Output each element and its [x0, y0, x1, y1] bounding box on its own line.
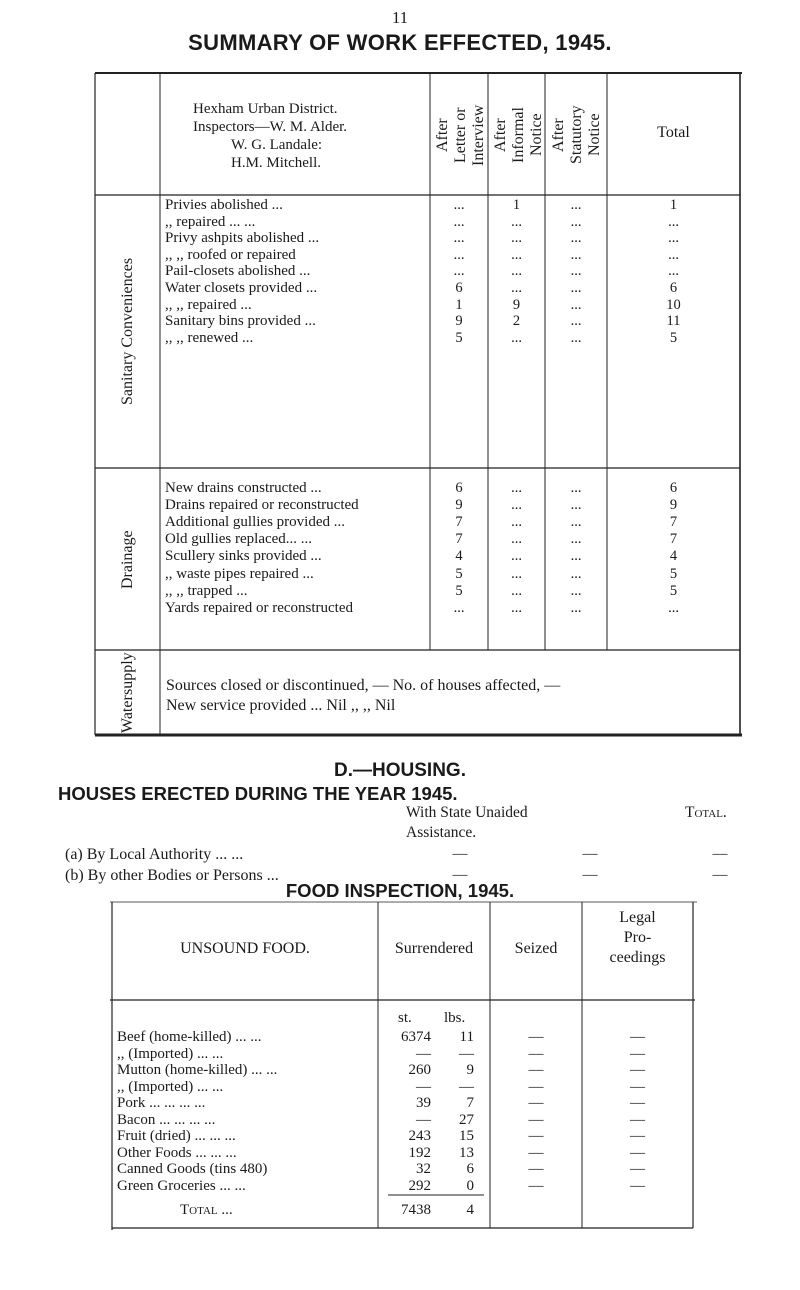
row-label: Bacon ... ... ... ...: [117, 1111, 216, 1128]
housing-col-assistance: Assistance.: [406, 824, 477, 841]
value-statutory: ...: [570, 280, 582, 296]
section-label-text: Water: [119, 694, 136, 733]
col-header-line: After: [492, 118, 509, 152]
row-label: Old gullies replaced... ...: [165, 531, 313, 548]
value-lbs: 0: [466, 1177, 474, 1194]
value-statutory: ...: [570, 599, 582, 616]
row-label: ,, ,, repaired ...: [165, 296, 252, 313]
food-col-surrendered: Surrendered: [394, 940, 474, 957]
value-after-letter: 4: [455, 548, 463, 565]
col-header-line: Informal: [510, 107, 527, 163]
col-header-statutory: [550, 80, 605, 190]
table-row: [115, 1161, 693, 1178]
value-lbs: 13: [459, 1144, 474, 1161]
value-after-letter: ...: [453, 599, 465, 616]
value-legal: —: [630, 1062, 645, 1078]
value-total: 5: [669, 582, 678, 599]
value-total: 4: [669, 548, 678, 565]
table-row: [163, 566, 740, 583]
food-col-legal: [582, 908, 693, 968]
row-label: ,, ,, renewed ...: [165, 329, 254, 346]
value-statutory: ...: [570, 230, 582, 247]
value-st: —: [416, 1078, 431, 1095]
value-informal: ...: [511, 280, 522, 296]
table-row: [163, 280, 740, 297]
section-label-text: Drainage: [119, 530, 136, 590]
table-row: [163, 230, 740, 247]
col-header-line: After: [434, 118, 451, 152]
value-seized: —: [528, 1128, 544, 1144]
value-legal: —: [630, 1029, 645, 1045]
col-header-line: ceedings: [609, 949, 666, 966]
table-row: [163, 247, 740, 264]
value-legal: —: [630, 1078, 645, 1095]
value-seized: —: [528, 1095, 544, 1111]
food-total-st: 7438: [401, 1202, 431, 1218]
value-st: —: [416, 1045, 431, 1062]
value-after-letter: 9: [455, 313, 463, 330]
row-label: (a) By Local Authority ... ...: [65, 846, 244, 863]
value-total: 1: [669, 197, 678, 213]
page-title: SUMMARY OF WORK EFFECTED, 1945.: [188, 30, 612, 55]
value-st: 39: [416, 1095, 431, 1111]
row-label: Pail-closets abolished ...: [165, 263, 311, 280]
value-after-letter: ...: [453, 246, 465, 263]
value-lbs: —: [459, 1045, 474, 1062]
value-lbs: 27: [459, 1111, 474, 1128]
value-informal: ...: [511, 531, 522, 548]
value-after-letter: 5: [455, 565, 463, 582]
value-informal: ...: [511, 497, 522, 514]
value-informal: ...: [511, 329, 522, 346]
value-lbs: —: [459, 1078, 474, 1095]
row-label: ,, repaired ... ...: [165, 213, 256, 230]
food-total-label: Total ...: [180, 1202, 233, 1218]
value-after-letter: ...: [453, 213, 465, 230]
table-row: [65, 846, 785, 867]
value-statutory: ...: [570, 263, 582, 280]
col-header-total: Total: [657, 124, 690, 141]
value-informal: ...: [511, 246, 522, 263]
value-legal: —: [630, 1144, 645, 1161]
row-label: ,, ,, roofed or repaired: [165, 246, 296, 263]
value-seized: —: [528, 1062, 544, 1078]
col-header-line: Letter or: [452, 107, 469, 163]
value-informal: ...: [511, 230, 522, 247]
row-label: ,, (Imported) ... ...: [117, 1078, 224, 1095]
value-seized: —: [528, 1029, 544, 1045]
food-heading: FOOD INSPECTION, 1945.: [285, 880, 515, 901]
value-statutory: ...: [570, 213, 582, 230]
food-col-seized: Seized: [514, 940, 558, 957]
housing-heading: D.—HOUSING.: [334, 760, 466, 781]
value-after-letter: 7: [455, 531, 463, 548]
value-statutory: ...: [570, 329, 582, 346]
district-header: [193, 100, 347, 172]
inspector-line: W. G. Landale:: [231, 137, 323, 153]
value-after-letter: ...: [453, 230, 465, 247]
table-row: [115, 1095, 693, 1112]
value-statutory: ...: [570, 531, 582, 548]
table-row: [115, 1079, 693, 1096]
value-total: 11: [666, 313, 681, 330]
table-row: [163, 330, 740, 347]
row-label: Canned Goods (tins 480): [117, 1161, 268, 1177]
food-total-lbs: 4: [466, 1202, 474, 1218]
value-after-letter: 1: [455, 296, 463, 313]
table-row: [115, 1178, 693, 1195]
value-total: 5: [669, 565, 678, 582]
value-total: —: [712, 846, 728, 862]
housing-col-total: Total.: [685, 804, 727, 821]
value-statutory: ...: [570, 514, 582, 531]
value-st: 6374: [401, 1029, 431, 1045]
table-row: [115, 1145, 693, 1162]
value-total: 10: [666, 296, 681, 313]
value-seized: —: [528, 1177, 544, 1194]
table-row: [163, 514, 740, 531]
row-label: (b) By other Bodies or Persons ...: [65, 867, 279, 884]
table-row: [115, 1062, 693, 1079]
value-statutory: ...: [570, 296, 582, 313]
table-row: [163, 583, 740, 600]
table-row: [115, 1112, 693, 1129]
value-after-letter: 5: [455, 329, 463, 346]
value-legal: —: [630, 1177, 645, 1194]
value-after-letter: 6: [455, 480, 463, 496]
value-informal: ...: [511, 565, 522, 582]
value-after-letter: ...: [453, 263, 465, 280]
value-informal: 2: [512, 313, 521, 330]
col-header-line: Notice: [528, 113, 545, 157]
value-statutory: ...: [570, 480, 582, 496]
value-state: —: [452, 867, 468, 883]
row-label: Scullery sinks provided ...: [165, 548, 322, 565]
value-unaided: —: [582, 846, 598, 862]
section-label-water: [100, 652, 156, 733]
table-row: [163, 600, 740, 617]
row-label: Drains repaired or reconstructed: [165, 497, 359, 514]
housing-col-state: With State Unaided: [406, 804, 528, 821]
value-total: ...: [668, 230, 679, 247]
value-seized: —: [528, 1161, 544, 1177]
value-legal: —: [630, 1128, 645, 1144]
unit-st: st.: [398, 1010, 412, 1026]
table-row: [163, 531, 740, 548]
value-informal: ...: [511, 548, 522, 565]
value-statutory: ...: [570, 313, 582, 330]
table-row: [115, 1046, 693, 1063]
col-header-after-letter: [434, 80, 486, 190]
value-legal: —: [630, 1111, 645, 1128]
value-total: 6: [669, 480, 678, 496]
value-st: 32: [416, 1161, 431, 1177]
value-after-letter: 7: [455, 514, 463, 531]
value-informal: ...: [511, 480, 522, 496]
value-statutory: ...: [570, 246, 582, 263]
inspector-line: H.M. Mitchell.: [231, 155, 321, 171]
row-label: ,, waste pipes repaired ...: [165, 565, 314, 582]
value-seized: —: [528, 1078, 544, 1095]
page-number: 11: [391, 8, 409, 27]
table-row: [163, 313, 740, 330]
value-st: —: [416, 1111, 431, 1128]
value-total: ...: [668, 599, 679, 616]
table-row: [163, 197, 740, 214]
section-label-text: supply: [119, 652, 136, 695]
value-st: 260: [408, 1062, 431, 1078]
water-line-1: Sources closed or discontinued, — No. of houses affected, —: [166, 677, 561, 694]
value-legal: —: [630, 1045, 645, 1062]
table-row: [163, 480, 740, 497]
value-informal: ...: [511, 599, 522, 616]
row-label: Mutton (home-killed) ... ...: [117, 1062, 278, 1078]
value-seized: —: [528, 1111, 544, 1128]
row-label: Other Foods ... ... ...: [117, 1144, 237, 1161]
value-statutory: ...: [570, 497, 582, 514]
row-label: Privy ashpits abolished ...: [165, 230, 320, 247]
col-header-line: Interview: [470, 104, 487, 166]
value-after-letter: 9: [455, 497, 463, 514]
row-label: Water closets provided ...: [165, 280, 318, 296]
value-lbs: 15: [459, 1128, 474, 1144]
row-label: Privies abolished ...: [165, 197, 283, 213]
inspectors-line: Inspectors—W. M. Alder.: [193, 119, 348, 135]
table-row: [163, 497, 740, 514]
value-st: 292: [408, 1177, 431, 1194]
row-label: ,, (Imported) ... ...: [117, 1045, 224, 1062]
col-header-informal: [492, 80, 544, 190]
row-label: Yards repaired or reconstructed: [165, 599, 353, 616]
value-st: 192: [408, 1144, 431, 1161]
value-after-letter: 5: [455, 582, 463, 599]
col-header-line: Notice: [586, 113, 603, 157]
row-label: Green Groceries ... ...: [117, 1177, 246, 1194]
value-legal: —: [630, 1095, 645, 1111]
value-statutory: ...: [570, 565, 582, 582]
value-lbs: 9: [466, 1062, 474, 1078]
value-informal: 1: [512, 197, 521, 213]
value-statutory: ...: [570, 197, 582, 213]
col-header-line: After: [550, 118, 567, 152]
row-label: New drains constructed ...: [165, 480, 322, 496]
section-label-sanitary: [100, 200, 156, 462]
unit-lbs: lbs.: [444, 1010, 466, 1026]
table-row: [163, 548, 740, 565]
value-informal: ...: [511, 263, 522, 280]
value-total: 7: [669, 531, 678, 548]
value-total: ...: [668, 213, 679, 230]
district-line: Hexham Urban District.: [193, 101, 338, 117]
value-lbs: 6: [466, 1161, 474, 1177]
table-row: [163, 297, 740, 314]
value-after-letter: 6: [455, 280, 463, 296]
water-line-2: New service provided ... Nil ,, ,, Nil: [166, 697, 396, 714]
table-row: [163, 214, 740, 231]
value-legal: —: [630, 1161, 645, 1177]
row-label: Fruit (dried) ... ... ...: [117, 1128, 236, 1144]
col-header-line: Statutory: [568, 105, 585, 165]
col-header-line: Pro-: [623, 929, 652, 946]
value-total: 7: [669, 514, 678, 531]
value-unaided: —: [582, 867, 598, 883]
table-row: [115, 1128, 693, 1145]
table-row: [163, 263, 740, 280]
value-total: —: [712, 867, 728, 883]
row-label: Sanitary bins provided ...: [165, 313, 316, 330]
value-after-letter: ...: [453, 197, 465, 213]
housing-subheading: HOUSES ERECTED DURING THE YEAR 1945.: [58, 783, 458, 804]
value-statutory: ...: [570, 548, 582, 565]
table-row: [115, 1029, 693, 1046]
col-header-line: Legal: [619, 909, 656, 926]
value-total: 6: [669, 280, 678, 296]
value-informal: ...: [511, 514, 522, 531]
value-seized: —: [528, 1045, 544, 1062]
food-col-unsound: UNSOUND FOOD.: [180, 940, 310, 957]
section-label-text: Sanitary Conveniences: [119, 257, 136, 405]
row-label: Pork ... ... ... ...: [117, 1095, 206, 1111]
value-informal: ...: [511, 213, 522, 230]
value-state: —: [452, 846, 468, 862]
value-informal: 9: [512, 296, 521, 313]
value-statutory: ...: [570, 582, 582, 599]
value-informal: ...: [511, 582, 522, 599]
value-seized: —: [528, 1144, 544, 1161]
value-total: ...: [668, 263, 679, 280]
row-label: ,, ,, trapped ...: [165, 582, 248, 599]
value-total: ...: [668, 246, 679, 263]
value-total: 9: [669, 497, 678, 514]
row-label: Additional gullies provided ...: [165, 514, 345, 531]
value-lbs: 11: [459, 1029, 474, 1045]
section-label-drainage: [100, 475, 156, 645]
row-label: Beef (home-killed) ... ...: [117, 1029, 262, 1045]
value-total: 5: [669, 329, 678, 346]
value-st: 243: [408, 1128, 431, 1144]
value-lbs: 7: [466, 1095, 474, 1111]
